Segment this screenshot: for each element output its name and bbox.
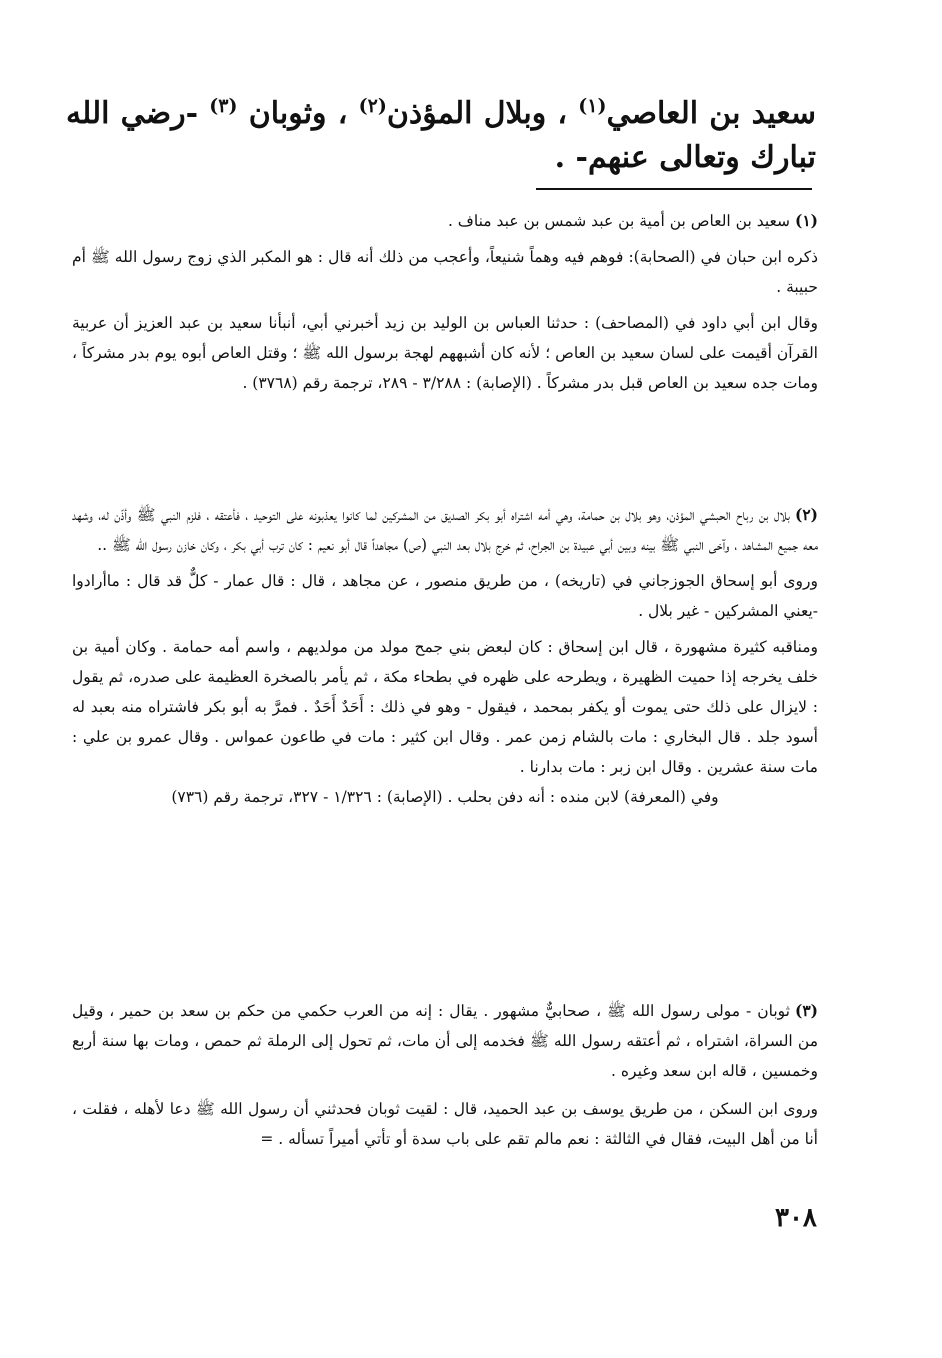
footnote-2-para-3: ومناقبه كثيرة مشهورة ، قال ابن إسحاق : كان لبعض بني جمح مولد من مولديهم ، واسم أمه حمامة . وكان أمية بن خلف يخرجه إذا حميت الظهيرة ، ويطرحه على ظهره في بطحاء مكة ، ثم يأمر بالصخرة العظيمة على صدره، ثم يقول : لايزال على ذلك حتى يموت أو يكفر بمحمد ، فيقول - وهو في ذلك : أَحَدٌ أَحَدٌ . فمرَّ به أبو بكر فاشتراه منه بعبد له أسود جلد . قال البخاري : مات بالشام زمن عمر . وقال ابن كثير : مات في طاعون عمواس . وقال عمرو بن علي : مات سنة عشرين . وقال ابن زبر : مات بدارنا . xyxy=(72,638,818,776)
footnote-separator xyxy=(536,188,812,190)
footnote-ref-2: (٢) xyxy=(358,95,387,117)
footnote-ref-1: (١) xyxy=(578,95,607,117)
footnote-3-number: (٣) xyxy=(794,1001,818,1020)
page-number: ٣٠٨ xyxy=(775,1203,817,1233)
main-text xyxy=(66,92,816,180)
footnote-1-para-3: وقال ابن أبي داود في (المصاحف) : حدثنا العباس بن الوليد بن زيد أخبرني أبي، أنبأنا سعيد بن عبد العزيز أن عربية القرآن أقيمت على لسان سعيد بن العاص ؛ لأنه كان أشبههم لهجة برسول الله ﷺ ؛ وقتل العاص أبوه يوم بدر مشركاً ، ومات جده سعيد بن العاص قبل بدر مشركاً . (الإصابة) : ٣/٢٨٨ - ٢٨٩، ترجمة رقم (٣٧٦٨) . xyxy=(72,314,818,392)
footnote-ref-3: (٣) xyxy=(209,95,238,117)
footnote-2-para-1: (٢)بلال بن رباح الحبشي المؤذن، وهو بلال بن حمامة، وهي أمه اشتراه أبو بكر الصديق من المشركين لما كانوا يعذبونه على التوحيد ، فأعتقه ، فلزم النبي ﷺ وأذّن له، وشهد معه جميع المشاهد ، وآخى النبي ﷺ بينه وبين أبي عبيدة بن الجراح، ثم خرج بلال بعد النبي (ص) مجاهداً قال أبو نعيم : كان ترب أبي بكر ، وكان خازن رسول الله ﷺ .. xyxy=(72,505,818,554)
main-text-part1: سعيد بن العاصي xyxy=(606,96,817,131)
footnote-1-para-1: (١)سعيد بن العاص بن أمية بن عبد شمس بن عبد مناف . xyxy=(447,211,818,230)
footnote-3-para-2: وروى ابن السكن ، من طريق يوسف بن عبد الحميد، قال : لقيت ثوبان فحدثني أن رسول الله ﷺ دعا لأهله ، فقلت ، أنا من أهل البيت، فقال في الثالثة : نعم مالم تقم على باب سدة أو تأتي أميراً تسأله . = xyxy=(72,1100,818,1148)
footnote-2 xyxy=(72,500,818,812)
main-text-part2: ، وبلال المؤذن xyxy=(386,96,568,131)
footnote-1-number: (١) xyxy=(794,211,818,230)
footnote-1 xyxy=(72,206,818,398)
main-text-part4: -رضي الله تبارك وتعالى عنهم- . xyxy=(66,96,816,175)
footnote-1-para-2: ذكره ابن حبان في (الصحابة): فوهم فيه وهماً شنيعاً، وأعجب من ذلك أنه قال : هو المكبر الذي زوج رسول الله ﷺ أم حبيبة . xyxy=(72,248,818,296)
continuation-mark: = xyxy=(260,1130,274,1148)
footnote-3-para-1: (٣)ثوبان - مولى رسول الله ﷺ ، صحابيٌّ مشهور . يقال : إنه من العرب حكمي من حكم بن سعد بن حمير ، وقيل من السراة، اشتراه ، ثم أعتقه رسول الله ﷺ فخدمه إلى أن مات، ثم تحول إلى الرملة ثم حمص ، ومات بها سنة أربع وخمسين ، قاله ابن سعد وغيره . xyxy=(72,1001,818,1080)
footnote-3 xyxy=(72,996,818,1154)
main-text-part3: ، وثوبان xyxy=(248,96,348,131)
footnote-2-para-2: وروى أبو إسحاق الجوزجاني في (تاريخه) ، من طريق منصور ، عن مجاهد ، قال : قال عمار - كلٌّ قد قال : ماأرادوا -يعني المشركين - غير بلال . xyxy=(72,572,818,620)
footnote-2-para-4: وفي (المعرفة) لابن منده : أنه دفن بحلب . (الإصابة) : ١/٣٢٦ - ٣٢٧، ترجمة رقم (٧٣٦) xyxy=(171,788,719,806)
footnote-2-number: (٢) xyxy=(794,505,818,524)
